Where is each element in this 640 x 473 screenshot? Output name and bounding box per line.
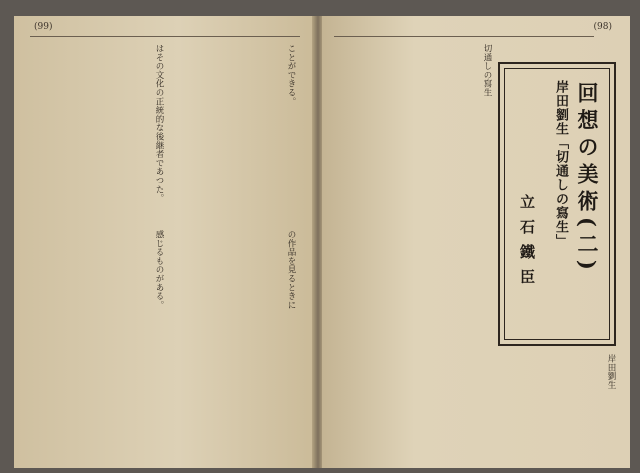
article-title-box xyxy=(498,62,616,346)
article-subtitle: 岸田劉生「切通しの寫生」 xyxy=(553,80,568,248)
article-title: 回想の美術(二) xyxy=(575,82,600,276)
book-spread xyxy=(14,16,630,468)
left-header-rule xyxy=(30,36,300,37)
left-upper-text-b: はその文化の正統的な後継者であつた。 xyxy=(154,44,164,203)
article-author: 立石鐵臣 xyxy=(518,194,536,294)
right-page-number: (98) xyxy=(593,22,612,32)
left-page-number: (99) xyxy=(34,22,53,32)
left-lower-text-a: の作品を見るときに xyxy=(286,230,296,310)
right-header-rule xyxy=(334,36,594,37)
left-upper-text-a: ことができる。 xyxy=(286,44,296,106)
left-lower-text-b: 感じるものがある。 xyxy=(154,230,164,310)
right-body-text-b: 岸田劉生 xyxy=(606,354,616,390)
left-page xyxy=(14,16,314,468)
right-body-text-a: 切通しの寫生 xyxy=(482,44,492,97)
right-page xyxy=(322,16,630,468)
